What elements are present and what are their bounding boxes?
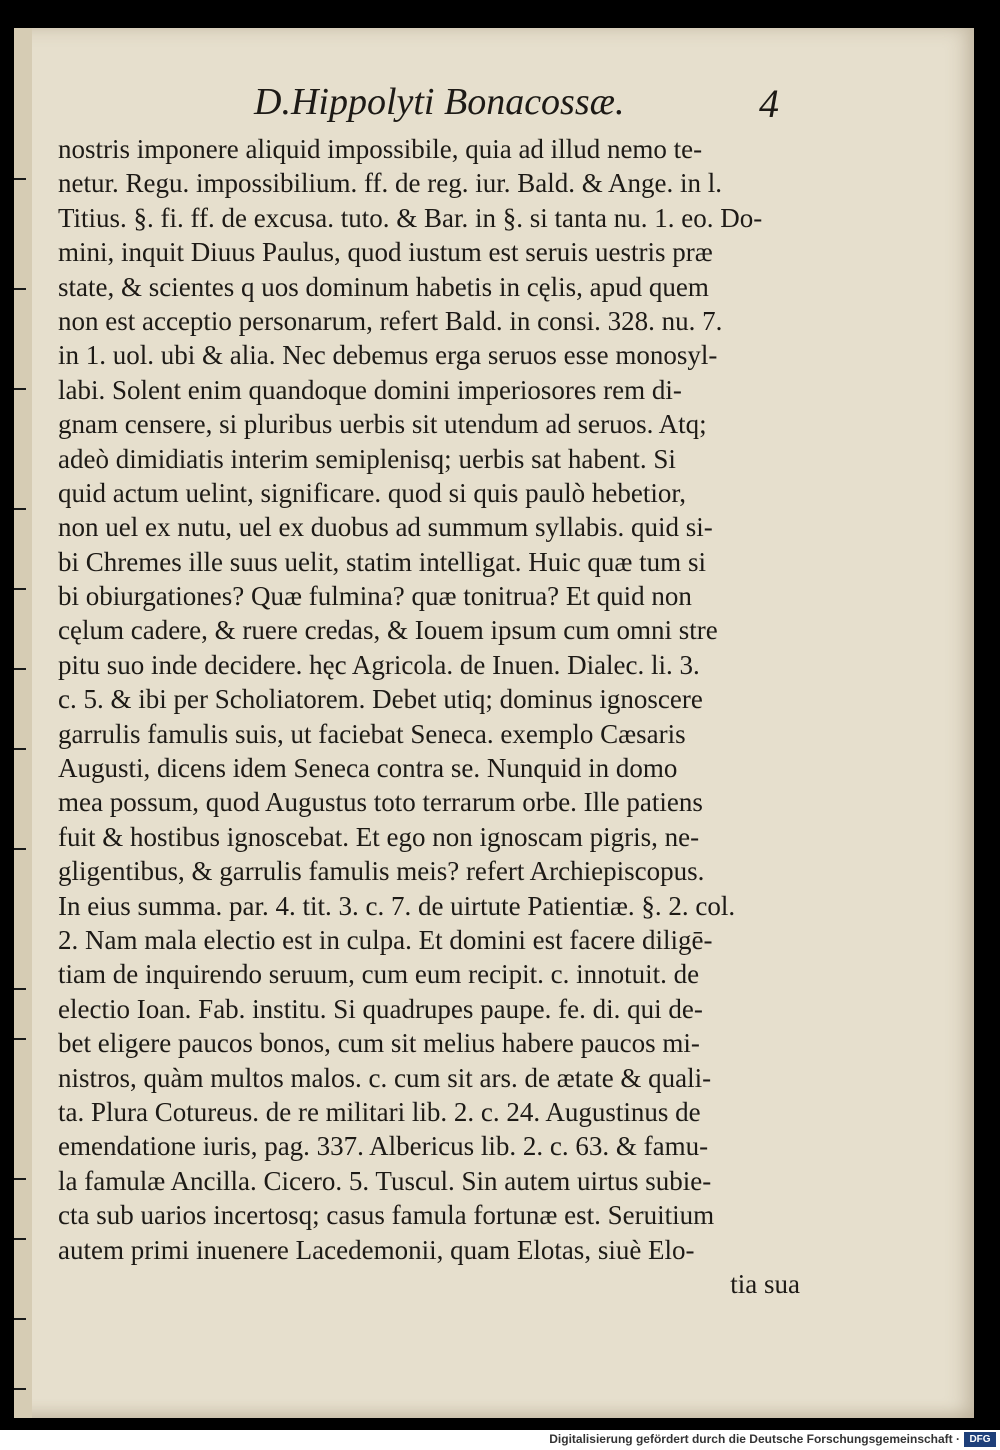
text-line: mea possum, quod Augustus toto terrarum orbe. Ille patiens [58, 787, 703, 818]
text-line: mini, inquit Diuus Paulus, quod iustum est seruis uestris præ [58, 237, 713, 268]
text-line: pitu suo inde decidere. hęc Agricola. de Inuen. Dialec. li. 3. [58, 649, 700, 680]
page-number: 4 [759, 81, 779, 126]
gutter-mark [14, 178, 26, 180]
text-line: bi obiurgationes? Quæ fulmina? quæ tonitrua? Et quid non [58, 581, 692, 612]
text-line: non uel ex nutu, uel ex duobus ad summum syllabis. quid si- [58, 512, 713, 543]
text-line: la famulæ Ancilla. Cicero. 5. Tuscul. Sin autem uirtus subie- [58, 1165, 712, 1196]
text-line: cta sub uarios incertosq; casus famula fortunæ est. Seruitium [58, 1200, 715, 1231]
text-line: autem primi inuenere Lacedemonii, quam Elotas, siuè Elo- [58, 1234, 695, 1265]
funding-note: Digitalisierung gefördert durch die Deutsche Forschungsgemeinschaft · [549, 1432, 960, 1446]
text-line: bet eligere paucos bonos, cum sit melius habere paucos mi- [58, 1028, 700, 1059]
text-line: emendatione iuris, pag. 337. Albericus lib. 2. c. 63. & famu- [58, 1131, 709, 1162]
gutter-mark [14, 1038, 26, 1040]
text-line: gligentibus, & garrulis famulis meis? refert Archiepiscopus. [58, 856, 705, 887]
text-line: nistros, quàm multos malos. c. cum sit ars. de ætate & quali- [58, 1062, 712, 1093]
text-line: quid actum uelint, significare. quod si quis paulò hebetior, [58, 477, 687, 508]
text-line: cęlum cadere, & ruere credas, & Iouem ipsum cum omni stre [58, 615, 718, 646]
text-line: ta. Plura Cotureus. de re militari lib. 2. c. 24. Augustinus de [58, 1096, 701, 1127]
text-line: state, & scientes q uos dominum habetis in cęlis, apud quem [58, 271, 709, 302]
gutter-mark [14, 508, 26, 510]
text-line: nostris imponere aliquid impossibile, quia ad illud nemo te- [58, 134, 703, 164]
gutter-mark [14, 1178, 26, 1180]
text-line: adeò dimidiatis interim semiplenisq; uerbis sat habent. Si [58, 443, 676, 474]
page-gutter [14, 28, 32, 1418]
text-line: in 1. uol. ubi & alia. Nec debemus erga seruos esse monosyl- [58, 340, 718, 371]
text-line: bi Chremes ille suus uelit, statim intelligat. Huic quæ tum si [58, 546, 706, 577]
text-line: Titius. §. fi. ff. de excusa. tuto. & Bar. in §. si tanta nu. 1. eo. Do- [58, 202, 763, 233]
gutter-mark [14, 1318, 26, 1320]
text-line: c. 5. & ibi per Scholiatorem. Debet utiq; dominus ignoscere [58, 684, 703, 715]
gutter-mark [14, 588, 26, 590]
text-line: netur. Regu. impossibilium. ff. de reg. iur. Bald. & Ange. in l. [58, 168, 722, 199]
text-line: garrulis famulis suis, ut faciebat Seneca. exemplo Cæsaris [58, 718, 686, 749]
text-line: fuit & hostibus ignoscebat. Et ego non ignoscam pigris, ne- [58, 821, 700, 852]
gutter-mark [14, 668, 26, 670]
text-line: gnam censere, si pluribus uerbis sit utendum ad seruos. Atq; [58, 409, 707, 440]
gutter-mark [14, 988, 26, 990]
body-text [58, 132, 828, 1301]
text-line: Augusti, dicens idem Seneca contra se. Nunquid in domo [58, 753, 678, 784]
text-line: 2. Nam mala electio est in culpa. Et domini est facere diligē- [58, 924, 713, 955]
catchword: tia sua [730, 1268, 800, 1299]
text-line: In eius summa. par. 4. tit. 3. c. 7. de uirtute Patientiæ. §. 2. col. [58, 890, 736, 921]
gutter-mark [14, 388, 26, 390]
gutter-mark [14, 1388, 26, 1390]
running-head-title: D.Hippolyti Bonacossæ. [254, 81, 625, 123]
gutter-mark [14, 288, 26, 290]
gutter-mark [14, 1238, 26, 1240]
text-line: labi. Solent enim quandoque domini imperiosores rem di- [58, 374, 682, 405]
text-line: tiam de inquirendo seruum, cum eum recipit. c. innotuit. de [58, 959, 700, 990]
footer-bar [0, 1430, 1000, 1450]
text-line: non est acceptio personarum, refert Bald. in consi. 328. nu. 7. [58, 305, 723, 336]
gutter-mark [14, 848, 26, 850]
book-page [14, 28, 974, 1418]
gutter-mark [14, 748, 26, 750]
running-head [14, 80, 974, 136]
text-line: electio Ioan. Fab. institu. Si quadrupes paupe. fe. di. qui de- [58, 993, 703, 1024]
dfg-logo: DFG [964, 1432, 996, 1447]
